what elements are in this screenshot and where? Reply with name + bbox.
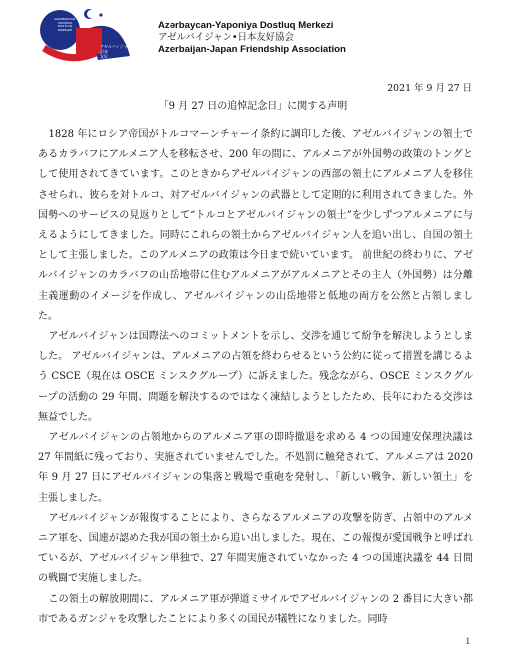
logo-jp-line: アゼルバイジャン: [100, 44, 132, 49]
logo-jp-text: [100, 44, 140, 64]
statement-body: [38, 125, 473, 630]
logo-jp-line: 日本: [100, 49, 108, 54]
paragraph: アゼルバイジャンが報復することにより、さらなるアルメニアの攻撃を防ぎ、占領中のアルメニア軍を、国連が認めた我が国の領土から追い出しました。現在、この報復が愛国戦争と呼ばれているが、アゼルバイジャン単独で、27 年間実施されていなかった 4 つの国連決議を 44 日間の戦闘で実施しました。: [38, 512, 473, 585]
logo-badge-line: MƏRKƏZİ: [57, 27, 73, 32]
page-number: 1: [465, 636, 470, 646]
logo-jp-line: 友好: [100, 54, 108, 59]
logo-badge-text: [50, 18, 80, 32]
paragraph: アゼルバイジャンは国際法へのコミットメントを示し、交渉を通じて紛争を解決しようとしました。 アゼルバイジャンは、アルメニアの占領を終わらせるという公約に従って措置を講じるよう CSCE（現在は OSCE ミンスクグループ）に訴えました。残念ながら、OSCE ミンスクグループの活動の 29 年間、問題を解決するのではなく凍結しようとしたため、長年にわたる交渉は無益でした。: [38, 331, 473, 423]
paragraph: この領土の解放期間に、アルメニア軍が弾道ミサイルでアゼルバイジャンの 2 番目に大きい都市であるガンジャを攻撃したことにより多くの国民が犠牲になりました。同時: [38, 593, 473, 625]
logo-badge-line: AZƏRBAYCAN-: [54, 17, 76, 21]
logo-jp-line: 協会: [100, 59, 108, 64]
org-name-azerbaijani: Azərbaycan-Yaponiya Dostluq Merkezi: [158, 20, 334, 31]
paragraph: アゼルバイジャンの占領地からのアルメニア軍の即時撤退を求める 4 つの国連安保理決議は 27 年間紙に残っており、実施されていませんでした。不処罰に触発されて、アルメニアは 2020 年 9 月 27 日にアゼルバイジャンの集落と戦場で重砲を発射し、「新しい戦争、新しい領土」を主張しました。: [38, 432, 473, 504]
paragraph: 1828 年にロシア帝国がトルコマーンチャーイ条約に調印した後、アゼルバイジャンの領土であるカラバフにアルメニア人を移転させ、200 年の間に、アルメニアが外国勢の政策のトングとして使用されてきています。このときからアゼルバイジャンの西部の領土にアルメニア人を移住させられ、彼らを対トルコ、対アゼルバイジャンの武器として定期的に利用されてきました。外国勢へのサービスの見返りとして“トルコとアゼルバイジャンの領土”を少しずつアルメニアに与えるようにしてきました。同時にこれらの領土からアゼルバイジャン人を追い出し、自国の領土として主張しました。このアルメニアの政策は今日まで続いています。 前世紀の終わりに、アゼルバイジャンのカラバフの山岳地帯に住むアルメニアがアルメニアとその主人（外国勢）は分離主義運動のイメージを作成し、アゼルバイジャンの山岳地帯と低地の両方を公然と占領しました。: [38, 129, 473, 322]
org-name-english: Azerbaijan-Japan Friendship Association: [158, 44, 346, 55]
document-title: 「9 月 27 日の追悼記念日」に関する声明: [158, 101, 348, 112]
association-logo: [38, 8, 138, 68]
letterhead: [38, 8, 478, 68]
organization-names: [158, 20, 346, 56]
logo-badge-line: YAPONİYA: [57, 20, 73, 25]
document-date: 2021 年 9 月 27 日: [387, 83, 472, 94]
org-name-japanese: アゼルバイジャン•日本友好協会: [158, 32, 294, 43]
logo-badge-line: DOSTLUQ: [57, 24, 73, 29]
